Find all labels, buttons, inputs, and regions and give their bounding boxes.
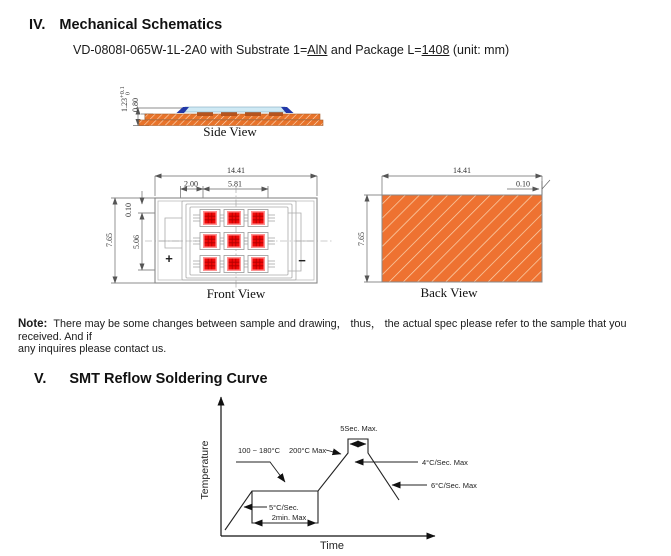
curve-x-axis-label: Time: [319, 540, 345, 552]
preheat-leader-arrow: [236, 462, 285, 482]
section5-title: SMT Reflow Soldering Curve: [69, 371, 268, 387]
reflow-curve-figure: [190, 388, 490, 556]
note-text-line2: any inquires please contact us.: [18, 343, 167, 355]
peak-temp-leader-arrow: [326, 450, 341, 454]
back-view-label: Back View: [420, 285, 478, 300]
side-view-lid: [185, 107, 285, 112]
back-view-metal-pad: [382, 195, 542, 282]
note-label: Note:: [18, 318, 48, 330]
front-view-height-dim: 7.65: [105, 233, 114, 247]
part-subtitle: [73, 43, 509, 57]
peak-temp-label: 200°C Max: [289, 446, 327, 455]
curve-axes: [221, 397, 435, 536]
section4-number: IV.: [29, 17, 46, 33]
subtitle-substrate: AlN: [307, 43, 328, 57]
back-view-edge-dim: 0.10: [516, 179, 530, 189]
subtitle-package: 1408: [421, 43, 450, 57]
front-view-width-dim: 14.41: [227, 166, 245, 175]
plus-polarity-mark: +: [165, 251, 173, 266]
back-view-height-dim: 7.65: [357, 232, 366, 246]
cool-slow-label: 6°C/Sec. Max: [431, 481, 477, 490]
front-view-pitch-dim: 5.81: [228, 179, 242, 189]
svg-text:0.80: 0.80: [131, 98, 140, 112]
ramp-up-label: 5°C/Sec.: [269, 503, 299, 512]
front-view-edge-dim: 0.10: [124, 203, 133, 217]
cool-fast-label: 4°C/Sec. Max: [422, 458, 468, 467]
section5-number: V.: [34, 371, 47, 387]
front-view-label: Front View: [206, 286, 266, 301]
note-paragraph: [18, 316, 666, 343]
subtitle-part3: (unit: mm): [449, 43, 510, 57]
side-view-substrate-height-dim: [131, 98, 140, 112]
front-view-figure: [95, 160, 340, 305]
section4-title: Mechanical Schematics: [59, 17, 223, 33]
preheat-range-label: 100 ~ 180°C: [238, 446, 280, 455]
note-text-line1: There may be some changes between sample and drawing， thus， the actual spec please refer to the sample that you received. And if: [18, 318, 627, 343]
front-view-inner-height-dim: 5.06: [132, 235, 141, 249]
back-view-figure: [355, 160, 555, 305]
section4-heading: [29, 17, 222, 33]
note-paragraph-line2: [18, 343, 166, 355]
soak-time-label: 2min. Max: [271, 513, 307, 522]
svg-text:1.23+0.10: $1.23^{+0.1}0$: [119, 86, 132, 112]
side-view-label: Side View: [203, 124, 257, 139]
curve-y-axis-label: Temperature: [199, 440, 211, 500]
front-view-chip-array: [200, 210, 268, 273]
subtitle-part2: and Package L=: [327, 43, 422, 57]
back-view-width-dim: 14.41: [453, 166, 471, 175]
section5-heading: [34, 371, 268, 387]
side-view-figure: [105, 72, 335, 142]
peak-time-label: 5Sec. Max.: [340, 424, 378, 433]
minus-polarity-mark: −: [298, 253, 306, 268]
front-view-offset-dim: 2.00: [184, 179, 198, 189]
subtitle-part1: VD-0808I-065W-1L-2A0 with Substrate 1=: [73, 43, 308, 57]
side-view-total-height-dim: [119, 86, 132, 112]
